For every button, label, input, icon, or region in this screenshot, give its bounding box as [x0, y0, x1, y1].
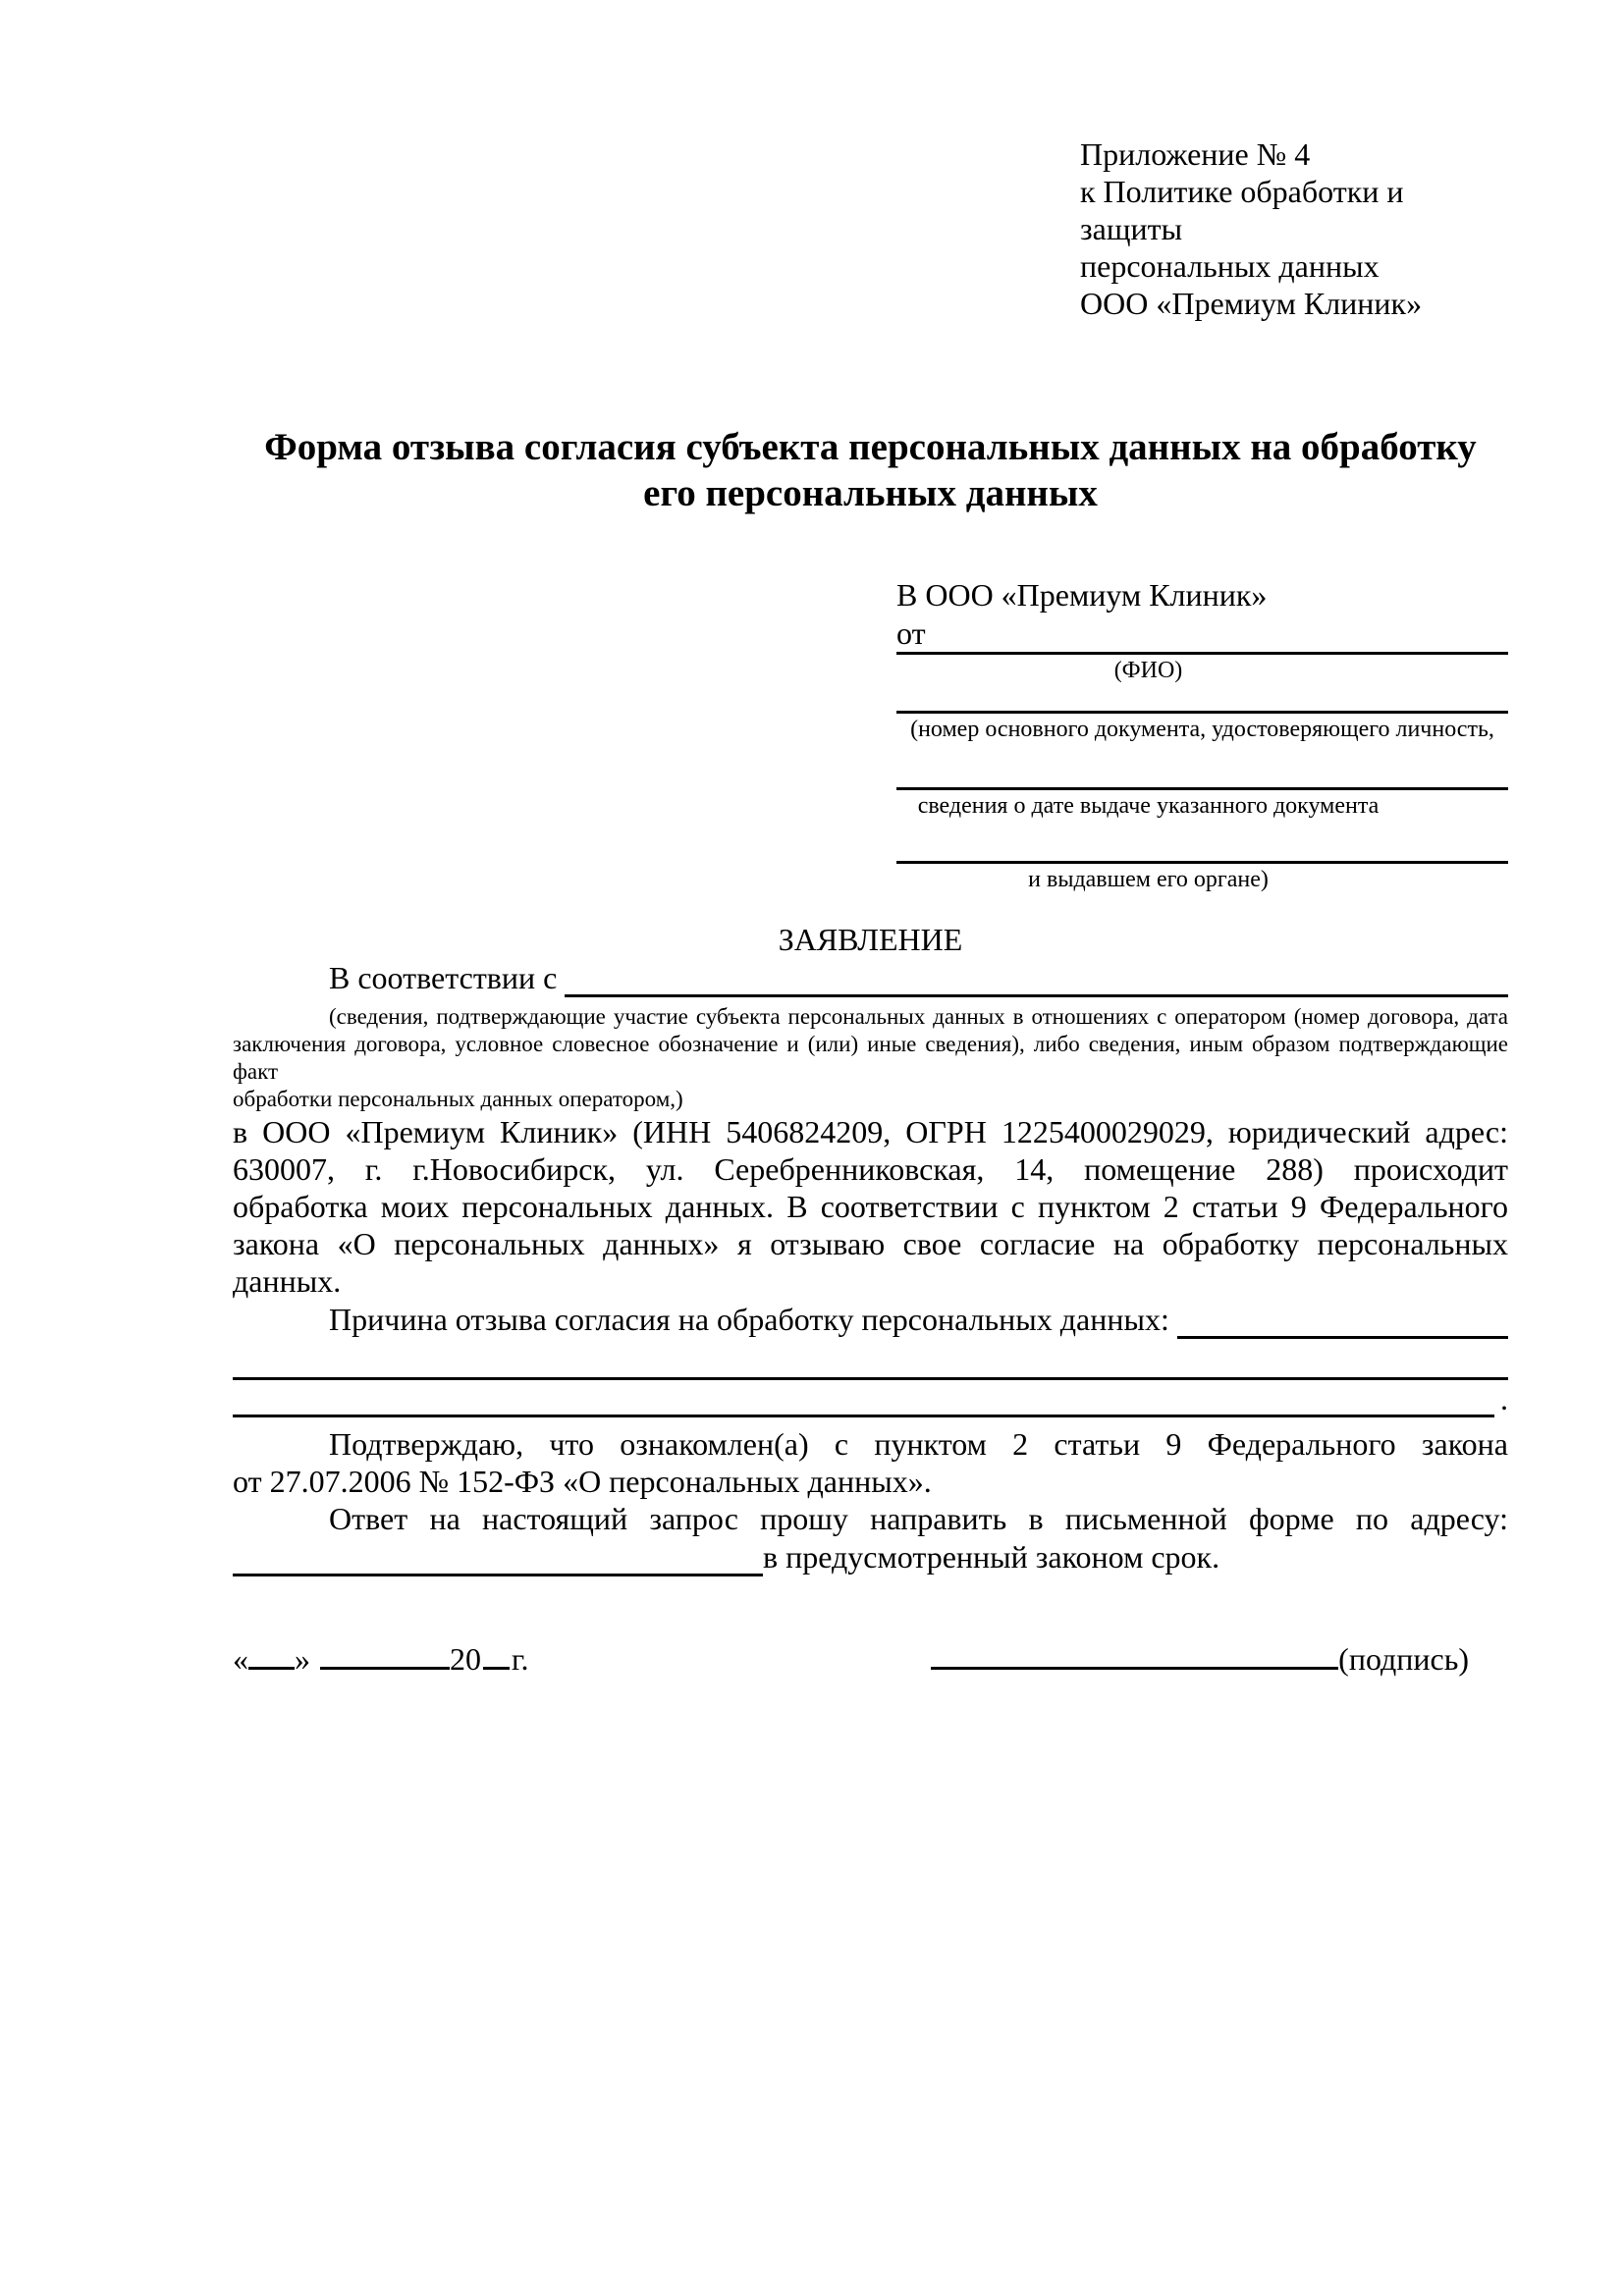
- form-title: [233, 424, 1508, 516]
- open-quote: «: [233, 1641, 248, 1677]
- appendix-line-1: Приложение № 4: [1080, 136, 1311, 172]
- paragraph-indent: [233, 958, 329, 997]
- intro-prefix: В соответствии с: [329, 960, 558, 995]
- reason-continuation-row: [233, 1380, 1508, 1417]
- confirmation-line-2: от 27.07.2006 № 152-ФЗ «О персональных данных».: [233, 1464, 932, 1499]
- paragraph-indent: [233, 1300, 329, 1339]
- reply-suffix: в предусмотренный законом срок.: [763, 1539, 1220, 1575]
- signature-label: (подпись): [1338, 1641, 1469, 1677]
- form-title-line-1: Форма отзыва согласия субъекта персональных данных на обработку: [264, 426, 1477, 468]
- reason-label: Причина отзыва согласия на обработку персональных данных:: [329, 1302, 1169, 1337]
- issuing-authority-label: и выдавшем его органе): [1028, 867, 1269, 892]
- addressee-from-label: от: [896, 615, 926, 651]
- footnote-line-2: заключения договора, условное словесное обозначение и (или) иные сведения), либо сведения, иным образом подтверждающие факт: [233, 1032, 1508, 1084]
- year-prefix: 20: [450, 1641, 481, 1677]
- month-blank-line: [320, 1640, 450, 1670]
- close-quote: »: [295, 1641, 310, 1677]
- reason-continuation-blank-line-2: [233, 1380, 1494, 1417]
- appendix-line-3: персональных данных: [1080, 248, 1380, 284]
- address-blank-line: [233, 1537, 763, 1576]
- appendix-line-4: ООО «Премиум Клиник»: [1080, 286, 1423, 321]
- sentence-period: .: [1500, 1381, 1508, 1416]
- footnote-line-3: обработки персональных данных оператором,): [233, 1087, 683, 1111]
- footnote-paragraph: [233, 1003, 1508, 1113]
- issue-date-label: сведения о дате выдаче указанного документа: [917, 793, 1380, 819]
- addressee-to-line: В ООО «Премиум Клиник»: [896, 577, 1268, 613]
- body-line-5: данных.: [233, 1263, 342, 1299]
- body-line-2: 630007, г. г.Новосибирск, ул. Серебренниковская, 14, помещение 288) происходит: [233, 1151, 1508, 1187]
- doc-number-label: (номер основного документа, удостоверяющего личность,: [910, 717, 1494, 742]
- year-suffix: г.: [512, 1641, 529, 1677]
- reason-blank-line: [1177, 1300, 1508, 1339]
- issuing-authority-blank-line: [896, 822, 1508, 864]
- intro-row: [233, 958, 1508, 997]
- body-line-1: в ООО «Премиум Клиник» (ИНН 5406824209, ОГРН 1225400029029, юридический адрес:: [233, 1114, 1508, 1149]
- date-signature-row: [233, 1639, 1508, 1679]
- form-title-line-2: его персональных данных: [643, 472, 1098, 514]
- day-blank-line: [248, 1640, 295, 1670]
- signature-blank-line: [931, 1640, 1338, 1670]
- body-paragraph: [233, 1113, 1508, 1300]
- body-line-4: закона «О персональных данных» я отзываю свое согласие на обработку персональных: [233, 1226, 1508, 1261]
- confirmation-paragraph: [233, 1425, 1508, 1500]
- signature-group: [931, 1639, 1469, 1679]
- confirmation-line-1: Подтверждаю, что ознакомлен(а) с пунктом 2 статьи 9 Федерального закона: [329, 1426, 1508, 1462]
- fio-label: (ФИО): [1113, 658, 1183, 683]
- appendix-line-2: к Политике обработки и защиты: [1080, 174, 1404, 246]
- body-line-3: обработка моих персональных данных. В соответствии с пунктом 2 статьи 9 Федерального: [233, 1189, 1508, 1224]
- reason-continuation-blank-line-1: [233, 1339, 1508, 1380]
- year-blank-line: [483, 1640, 510, 1670]
- fio-blank-line: [896, 614, 1508, 655]
- reply-paragraph: [233, 1500, 1508, 1576]
- date-group: [233, 1639, 529, 1679]
- appendix-header-block: [1080, 135, 1508, 322]
- issue-date-blank-line: [896, 745, 1508, 790]
- statement-heading: ЗАЯВЛЕНИЕ: [778, 922, 963, 957]
- reply-line-1: Ответ на настоящий запрос прошу направить в письменной форме по адресу:: [329, 1501, 1508, 1536]
- reply-line-2: [233, 1537, 1508, 1576]
- footnote-line-1: (сведения, подтверждающие участие субъекта персональных данных в отношениях с оператором (номер договора, дата: [329, 1004, 1508, 1029]
- basis-blank-line: [565, 958, 1508, 997]
- addressee-block: [896, 575, 1508, 895]
- doc-number-blank-line: [896, 686, 1508, 714]
- reason-row: [233, 1300, 1508, 1339]
